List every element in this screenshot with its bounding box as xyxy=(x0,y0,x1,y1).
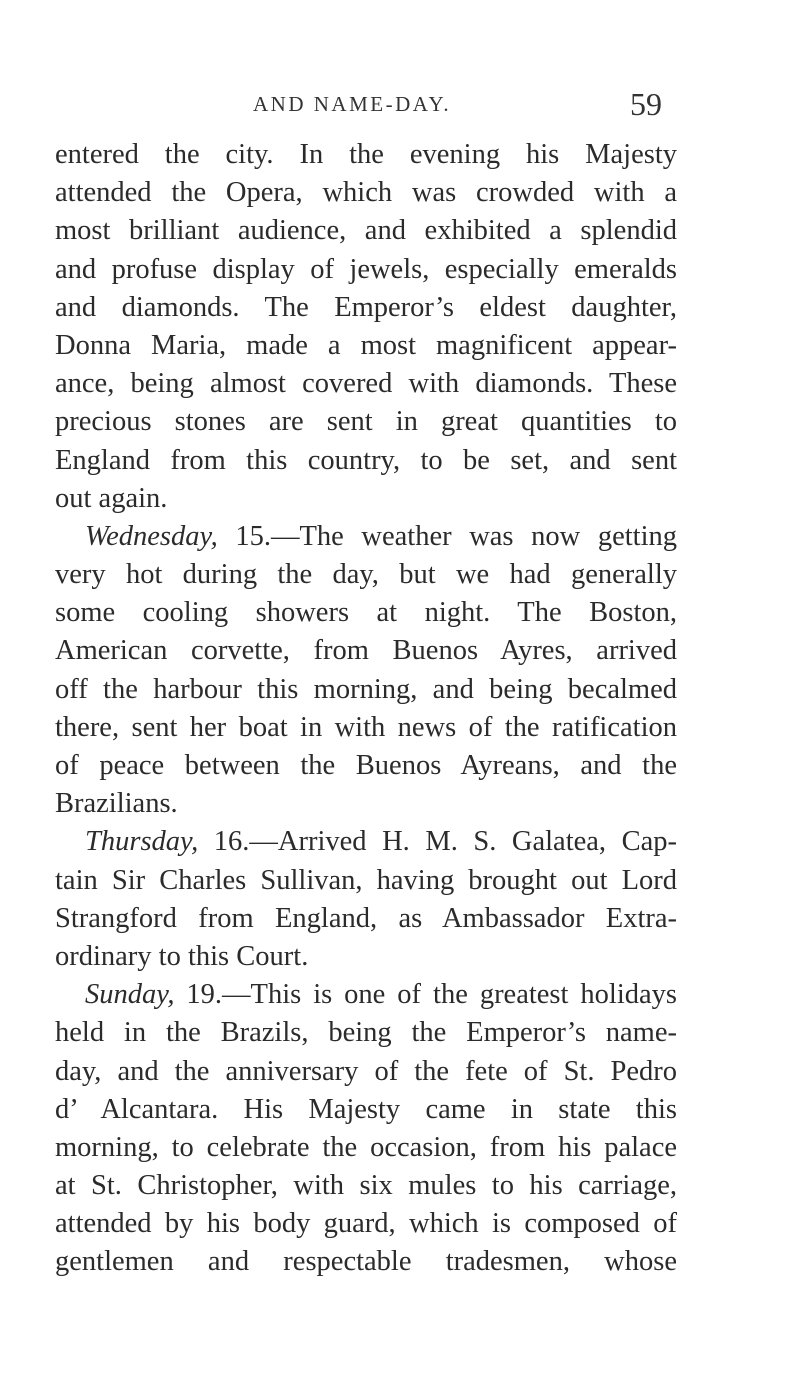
text-line: ordinary to this Court. xyxy=(55,940,309,972)
text-line: d’ Alcantara. His Majesty came in state this xyxy=(55,1093,677,1125)
text-line: very hot during the day, but we had generally xyxy=(55,559,677,591)
text-line: ance, being almost covered with diamonds. These xyxy=(55,368,677,400)
date-heading: Wednesday, xyxy=(85,520,218,552)
text-line: off the harbour this morning, and being becalmed xyxy=(55,673,677,705)
date-heading: Sunday, xyxy=(85,979,175,1011)
text-line: held in the Brazils, being the Emperor’s name- xyxy=(55,1017,677,1049)
text-line: attended by his body guard, which is composed of xyxy=(55,1208,677,1240)
running-title: AND NAME-DAY. xyxy=(253,92,452,116)
text-line: there, sent her boat in with news of the ratification xyxy=(55,711,677,743)
text-line: some cooling showers at night. The Boston, xyxy=(55,597,677,629)
text-line xyxy=(55,518,677,556)
line-text: 16.—Arrived H. M. S. Galatea, Cap- xyxy=(198,826,677,858)
text-line: most brilliant audience, and exhibited a splendid xyxy=(55,215,677,247)
text-line: entered the city. In the evening his Majesty xyxy=(55,139,677,170)
text-line: Brazilians. xyxy=(55,788,178,820)
text-line: at St. Christopher, with six mules to his carriage, xyxy=(55,1170,677,1202)
text-line: Strangford from England, as Ambassador Extra- xyxy=(55,902,677,934)
line-text: 19.—This is one of the greatest holidays xyxy=(174,979,677,1011)
text-line xyxy=(55,823,677,861)
line-text: 15.—The weather was now getting xyxy=(217,520,677,552)
page-number: 59 xyxy=(630,86,662,122)
text-line: American corvette, from Buenos Ayres, arrived xyxy=(55,635,677,667)
text-line: day, and the anniversary of the fete of St. Pedro xyxy=(55,1055,677,1087)
date-heading: Thursday, xyxy=(85,826,199,858)
text-line: and profuse display of jewels, especially emeralds xyxy=(55,253,677,285)
text-line: Donna Maria, made a most magnificent appear- xyxy=(55,329,677,361)
text-line: tain Sir Charles Sullivan, having brought out Lord xyxy=(55,864,677,896)
text-line: out again. xyxy=(55,482,168,514)
text-line: of peace between the Buenos Ayreans, and the xyxy=(55,750,677,781)
text-line: gentlemen and respectable tradesmen, whose xyxy=(55,1246,677,1278)
text-line: and diamonds. The Emperor’s eldest daughter, xyxy=(55,291,677,323)
text-line: England from this country, to be set, and sent xyxy=(55,444,677,476)
text-line xyxy=(55,976,677,1014)
text-line: precious stones are sent in great quantities to xyxy=(55,406,677,438)
text-line: morning, to celebrate the occasion, from his palace xyxy=(55,1131,677,1163)
body-text xyxy=(55,136,677,1282)
text-line: attended the Opera, which was crowded with a xyxy=(55,177,677,209)
running-head xyxy=(0,88,800,124)
